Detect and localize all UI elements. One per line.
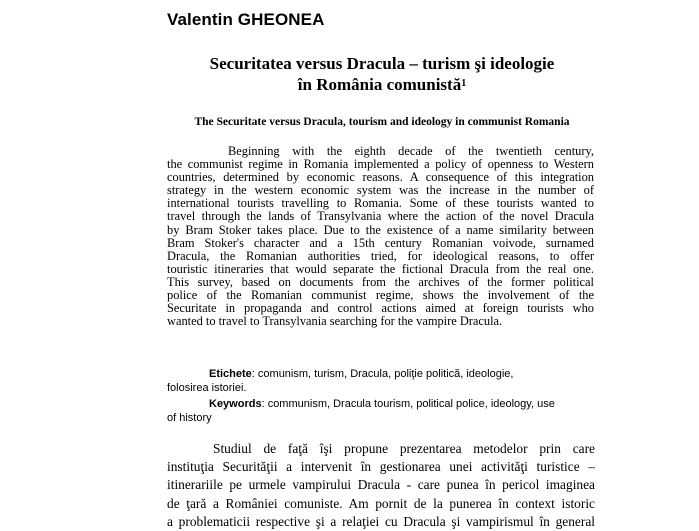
keywords-ro-line-2: folosirea istoriei. [167, 381, 247, 394]
abstract-line: Bram Stoker's character and a 15th century Romanian voivode, surnamed [167, 235, 594, 250]
body-line: itinerariile pe urmele vampirului Dracula - care punea în pericol imaginea [167, 477, 595, 493]
abstract-line: strategy in the western economic system was the increase in the number of [167, 183, 594, 198]
abstract-line: touristic itineraries that would separate the fictional Dracula from the real one. [167, 261, 594, 276]
keywords-en-line-2: of history [167, 411, 212, 424]
body-text [167, 440, 595, 529]
english-title: The Securitate versus Dracula, tourism and ideology in communist Romania [194, 116, 570, 128]
body-line: Studiul de faţă îşi propune prezentarea metodelor prin care [213, 441, 595, 456]
body-line: a problematicii respective şi a relaţiei cu Dracula şi vampirismul în general [167, 513, 595, 529]
abstract-line: wanted to travel to Transylvania searching for the vampire Dracula. [167, 314, 503, 329]
keywords-ro-label: Etichete [209, 368, 252, 380]
keywords-english [167, 398, 594, 425]
article-title-line-2 [100, 74, 664, 95]
footnote-marker: 1 [461, 78, 467, 89]
abstract [167, 145, 594, 328]
body-line: instituţia Securităţii a intervenit în gestionarea unei activităţi turistice – [167, 459, 595, 475]
keywords-en-label: Keywords [209, 398, 262, 410]
keywords-ro-line-1 [167, 368, 594, 382]
abstract-line: police of the Romanian communist regime, shows the involvement of the [167, 288, 594, 303]
keywords-romanian [167, 368, 594, 395]
author-name: Valentin GHEONEA [167, 10, 325, 29]
abstract-line: by Bram Stoker takes place. Due to the existence of a name similarity between [167, 222, 594, 237]
abstract-line: the communist regime in Romania implemented a policy of openness to Western [167, 157, 594, 172]
keywords-en-list: : communism, Dracula tourism, political police, ideology, use [261, 398, 555, 410]
abstract-line: Dracula, the Romanian authorities tried, for ideological reasons, to offer [167, 248, 594, 263]
body-line: de ţară a României comuniste. Am pornit de la punerea în context istoric [167, 495, 595, 511]
abstract-line: countries, determined by economic reasons. A consequence of this integration [167, 170, 594, 185]
article-title-text: în România comunistă [297, 75, 462, 94]
abstract-line: travel through the lands of Transylvania where the action of the novel Dracula [167, 209, 594, 224]
keywords-ro-list: : comunism, turism, Dracula, poliţie politică, ideologie, [251, 368, 514, 380]
abstract-line: This survey, based on documents from the archives of the former political [167, 274, 594, 289]
abstract-line: international tourists travelling to Romania. Some of these tourists wanted to [167, 196, 594, 211]
article-title-line-1: Securitatea versus Dracula – turism şi ideologie [209, 54, 555, 73]
abstract-line: Beginning with the eighth decade of the twentieth century, [228, 144, 594, 158]
keywords-en-line-1 [167, 398, 594, 412]
abstract-line: Securitate in propaganda and control actions aimed at foreign tourists who [167, 301, 594, 316]
